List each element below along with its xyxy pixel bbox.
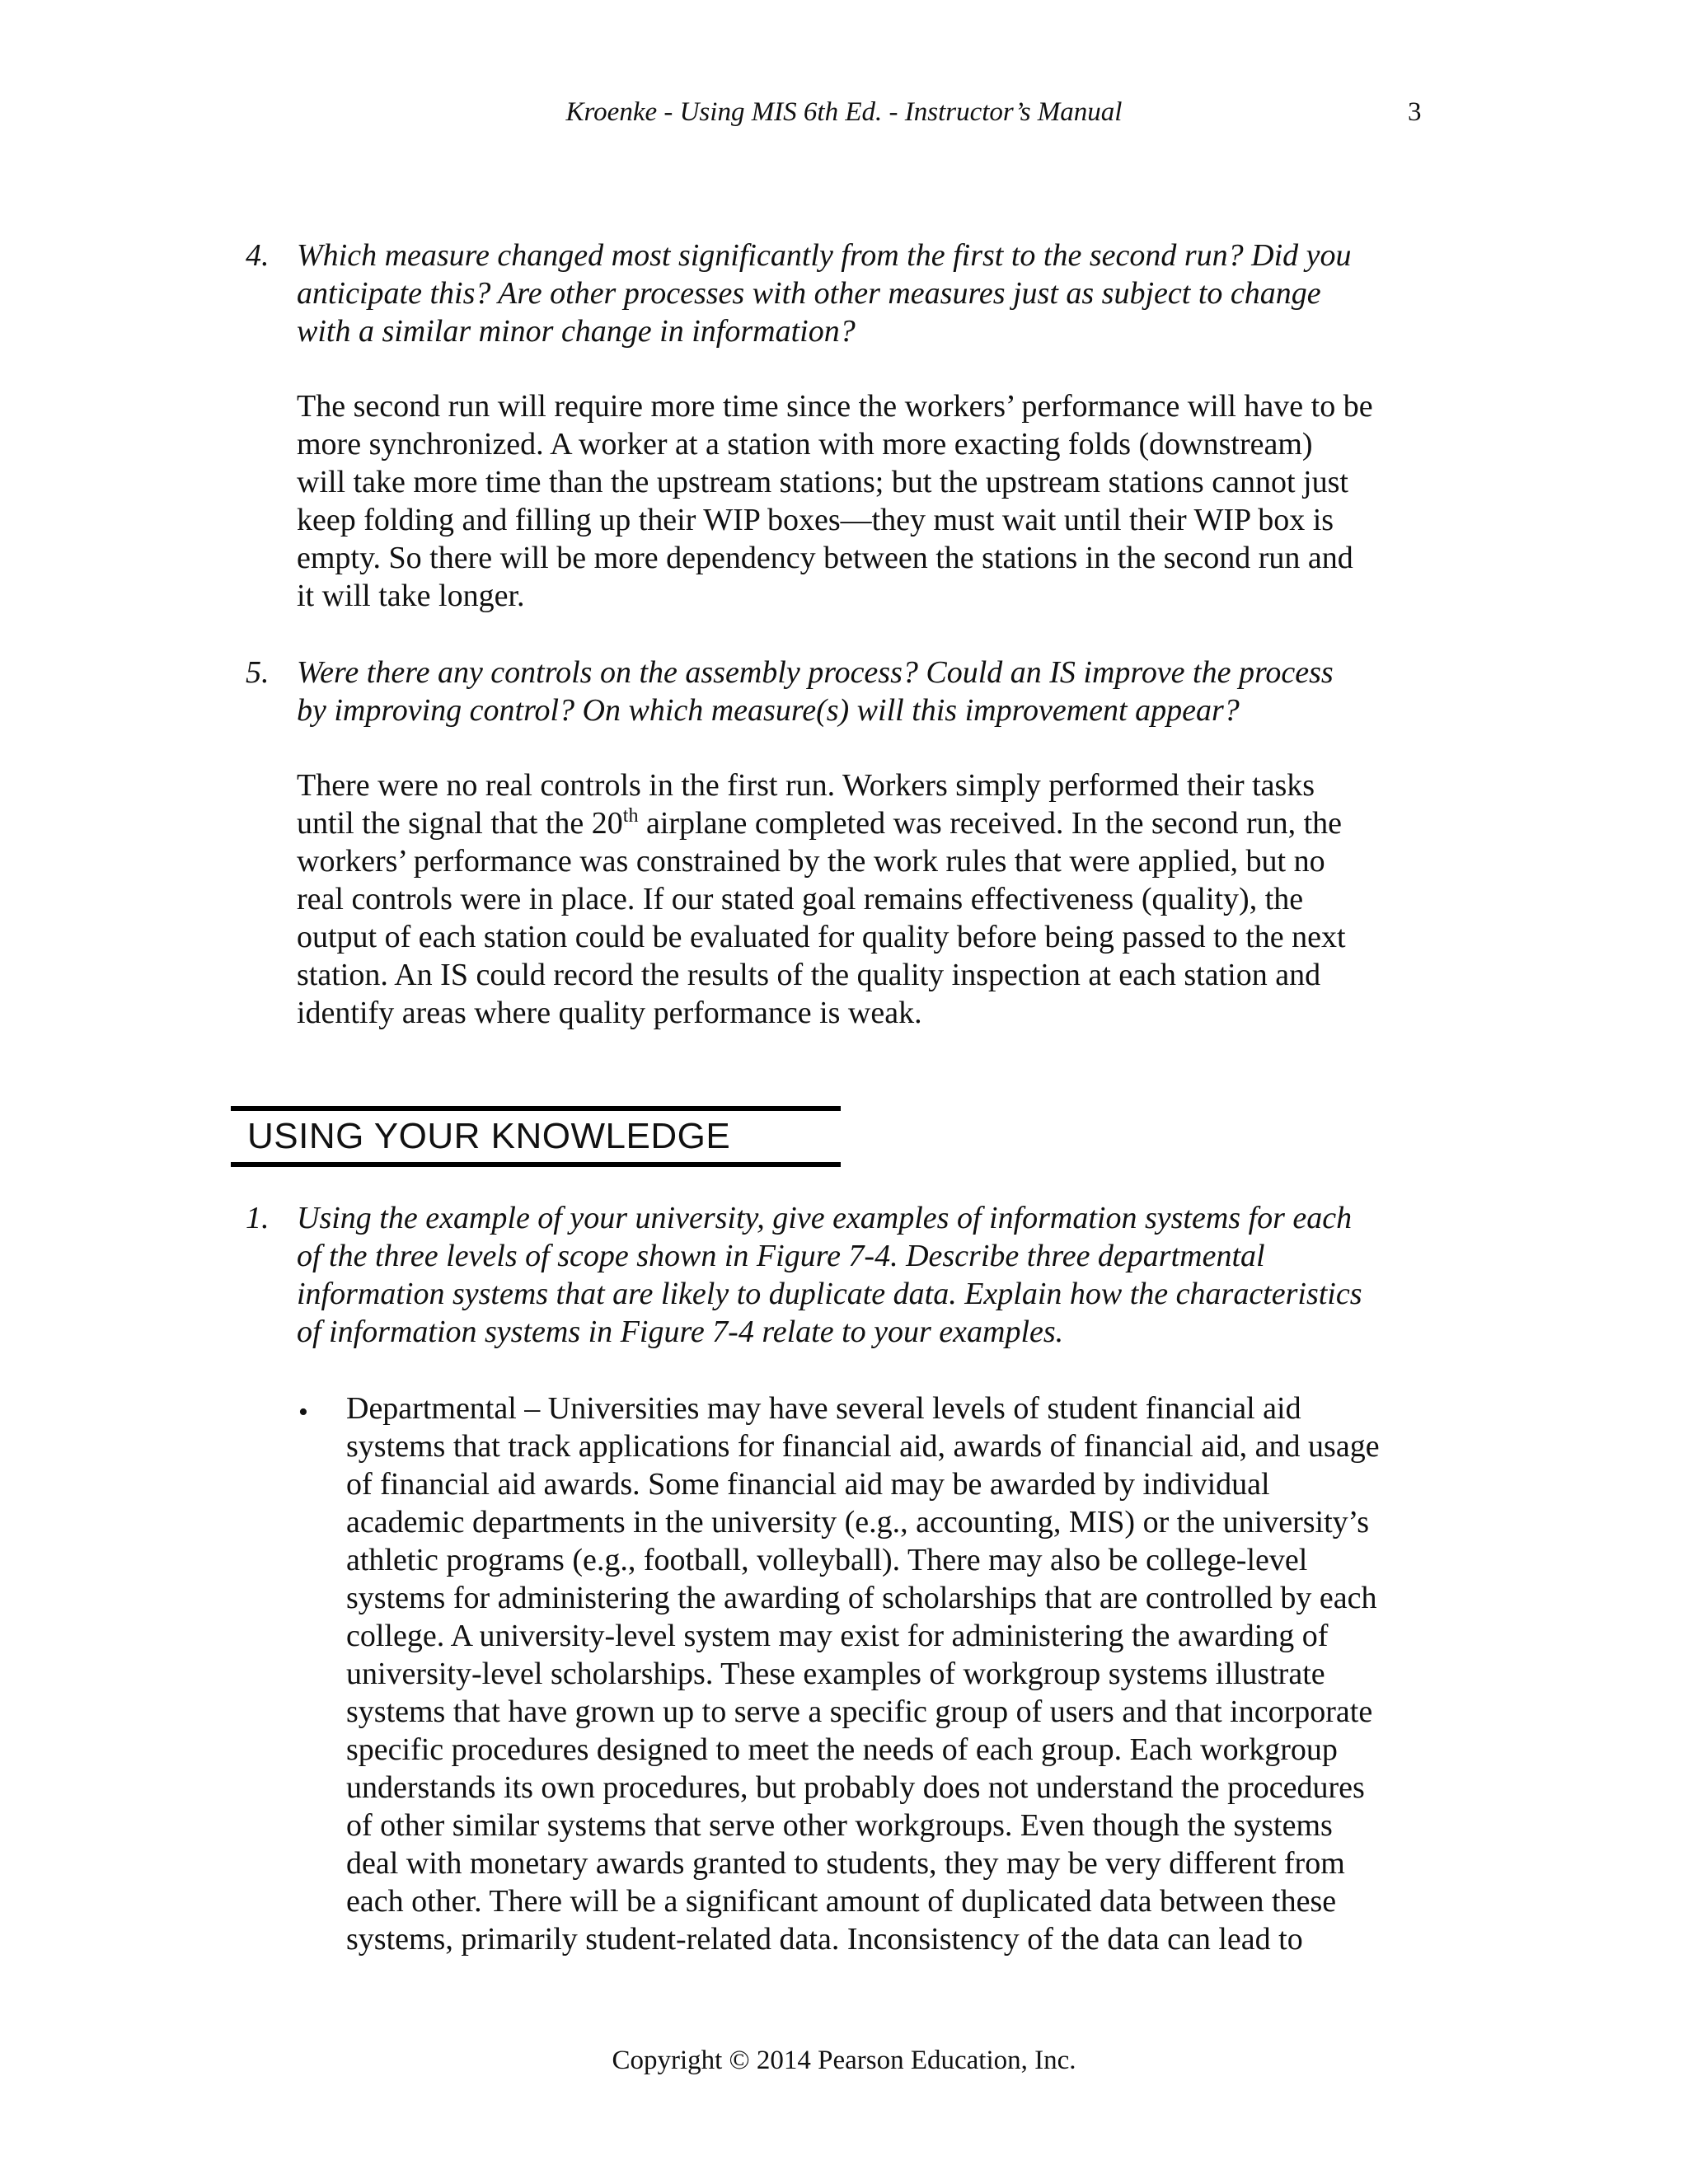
question-line: Using the example of your university, give examples of information systems for each — [297, 1201, 1353, 1235]
answer-line: more synchronized. A worker at a station with more exacting folds (downstream) — [297, 427, 1313, 462]
question-line: of information systems in Figure 7-4 relate to your examples. — [297, 1315, 1064, 1349]
question-5-number: 5. — [246, 655, 270, 690]
uk-question-1-text — [297, 1199, 1451, 1351]
answer-line: output of each station could be evaluated for quality before being passed to the next — [297, 920, 1346, 954]
answer-line: There were no real controls in the first run. Workers simply performed their tasks — [297, 768, 1315, 803]
uk-question-1-number: 1. — [246, 1201, 270, 1235]
answer-text: airplane completed was received. In the second run, the — [638, 806, 1343, 841]
ordinal-superscript: th — [622, 805, 639, 827]
section-title: USING YOUR KNOWLEDGE — [247, 1116, 731, 1156]
bullet-line: deal with monetary awards granted to students, they may be very different from — [346, 1846, 1345, 1881]
bullet-line: of other similar systems that serve other workgroups. Even though the systems — [346, 1808, 1333, 1843]
question-4-text — [297, 237, 1451, 350]
question-line: by improving control? On which measure(s) will this improvement appear? — [297, 693, 1240, 728]
answer-line: The second run will require more time since the workers’ performance will have to be — [297, 389, 1373, 424]
answer-5-text — [297, 766, 1451, 1032]
question-line: with a similar minor change in information? — [297, 314, 856, 349]
answer-line: it will take longer. — [297, 579, 525, 613]
bullet-line: each other. There will be a significant amount of duplicated data between these — [346, 1884, 1337, 1919]
bullet-line: of financial aid awards. Some financial aid may be awarded by individual — [346, 1467, 1270, 1502]
bullet-icon: • — [298, 1397, 308, 1427]
question-line: Were there any controls on the assembly process? Could an IS improve the process — [297, 655, 1334, 690]
bullet-line: systems that track applications for financial aid, awards of financial aid, and usage — [346, 1429, 1380, 1464]
bullet-line: systems, primarily student-related data. Inconsistency of the data can lead to — [346, 1922, 1303, 1957]
page-number: 3 — [1408, 97, 1422, 127]
copyright-footer: Copyright © 2014 Pearson Education, Inc. — [612, 2046, 1076, 2075]
section-heading-box — [231, 1106, 841, 1167]
answer-line: real controls were in place. If our stated goal remains effectiveness (quality), the — [297, 882, 1304, 916]
bullet-line: systems for administering the awarding of scholarships that are controlled by each — [346, 1581, 1377, 1615]
bullet-line: university-level scholarships. These examples of workgroup systems illustrate — [346, 1657, 1325, 1691]
page-header — [0, 97, 1688, 130]
question-line: anticipate this? Are other processes with other measures just as subject to change — [297, 276, 1321, 311]
answer-line: will take more time than the upstream stations; but the upstream stations cannot just — [297, 465, 1348, 499]
answer-line: identify areas where quality performance is weak. — [297, 996, 922, 1030]
question-line: information systems that are likely to duplicate data. Explain how the characteristics — [297, 1277, 1362, 1311]
question-5-text — [297, 654, 1451, 729]
bullet-line: specific procedures designed to meet the needs of each group. Each workgroup — [346, 1732, 1338, 1767]
answer-line: workers’ performance was constrained by the work rules that were applied, but no — [297, 844, 1325, 879]
answer-line: station. An IS could record the results of the quality inspection at each station and — [297, 958, 1321, 992]
bullet-line: systems that have grown up to serve a specific group of users and that incorporate — [346, 1694, 1373, 1729]
question-4-number: 4. — [246, 238, 270, 273]
answer-line: keep folding and filling up their WIP boxes—they must wait until their WIP box is — [297, 503, 1334, 537]
bullet-line: academic departments in the university (e.g., accounting, MIS) or the university’s — [346, 1505, 1369, 1540]
bullet-paragraph — [346, 1390, 1451, 1958]
question-line: of the three levels of scope shown in Figure 7-4. Describe three departmental — [297, 1239, 1265, 1273]
bullet-line: athletic programs (e.g., football, volleyball). There may also be college-level — [346, 1543, 1308, 1577]
bullet-line: Departmental – Universities may have several levels of student financial aid — [346, 1391, 1301, 1426]
answer-line: empty. So there will be more dependency between the stations in the second run and — [297, 541, 1353, 575]
bullet-line: understands its own procedures, but probably does not understand the procedures — [346, 1770, 1365, 1805]
question-line: Which measure changed most significantly from the first to the second run? Did you — [297, 238, 1352, 273]
header-title: Kroenke - Using MIS 6th Ed. - Instructor’s Manual — [565, 97, 1123, 127]
answer-4-text — [297, 387, 1451, 615]
answer-text: until the signal that the 20 — [297, 806, 623, 841]
answer-line-with-superscript — [297, 804, 1451, 842]
bullet-line: college. A university-level system may exist for administering the awarding of — [346, 1619, 1329, 1653]
